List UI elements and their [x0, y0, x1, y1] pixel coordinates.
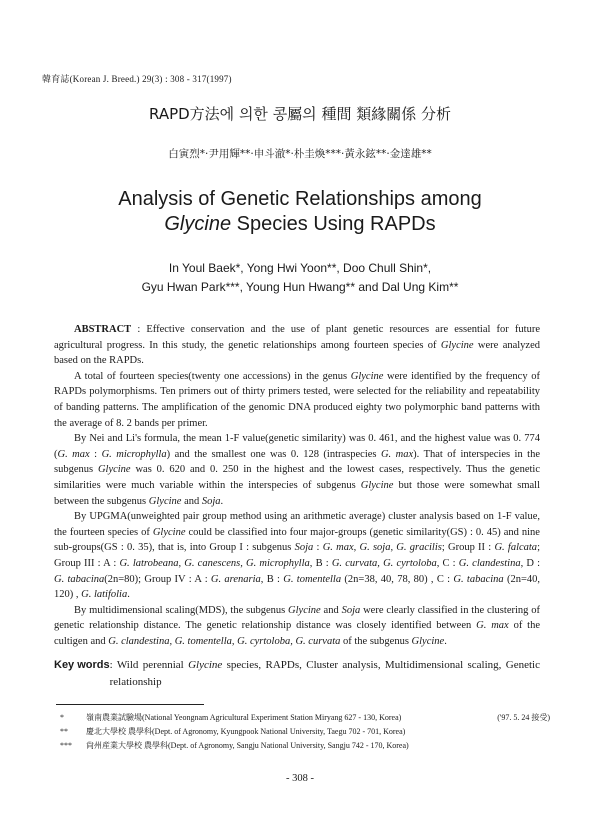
species-name: G. tomentella [283, 573, 342, 585]
abstract-text: (2n=38, 40, 78, 80) , C : [341, 573, 454, 585]
abstract-text: but those were somewhat small between the subgenus [54, 479, 540, 507]
footnote-rule [56, 704, 204, 705]
english-authors [0, 259, 600, 297]
species-name: G. max [380, 448, 414, 460]
abstract-text: and [181, 495, 202, 507]
species-name: G. tabacina [453, 573, 504, 585]
english-title-line2-rest: Species Using RAPDs [231, 213, 436, 235]
subgenus-name: Soja [294, 542, 314, 554]
genus-name: Glycine [152, 526, 186, 538]
genus-name: Glycine [288, 604, 321, 616]
footnote-text: 慶北大學校 農學科(Dept. of Agronomy, Kyungpook National University, Taegu 702 - 701, Korea) [86, 727, 406, 736]
abstract-text: of the cultigen and [54, 620, 541, 647]
species-name: G. curvata, G. cyrtoloba [331, 557, 437, 569]
keywords-row [54, 657, 540, 691]
species-name: G. clandestina, G. tomentella, G. cyrtoloba, G. curvata [108, 635, 341, 647]
abstract-paragraph-5 [54, 603, 540, 650]
abstract-text: . [127, 589, 130, 601]
korean-authors: 白寅烈*·尹用輝**·申斗澈*·朴圭煥***·黃永鉉**·金達雄** [168, 148, 432, 160]
keywords-section [54, 657, 540, 691]
species-name: G. falcata [494, 542, 538, 554]
species-name: G. arenaria [210, 573, 261, 585]
abstract-text: were identified by the frequency of RAPDs polymorphisms. Ten primers out of thirty primers tested, were selected for the reliability and repeatability of banding patterns. The amplification of the genomic DNA produced eighty two polymorphic band patterns with the average of 8. 2 bands per primer. [54, 370, 540, 429]
abstract-text: (2n=80); Group IV : A : [104, 573, 211, 585]
footnote-date [460, 739, 550, 753]
abstract-text: . [444, 635, 447, 647]
abstract-text: , B : [260, 573, 284, 585]
abstract-text: and [320, 604, 342, 616]
english-title-genus: Glycine [164, 213, 232, 235]
species-name: G. latrobeana, G. canescens, G. microphylla [119, 557, 310, 569]
footnote-mark: ** [60, 727, 68, 736]
abstract-text: By Nei and Li's formula, the mean 1-F value(genetic similarity) was 0. 461, and the highest value was 0. 774 ( [54, 433, 540, 460]
abstract-paragraph-1 [54, 322, 540, 369]
english-title-line1: Analysis of Genetic Relationships among [118, 188, 482, 210]
abstract-text: : [313, 542, 323, 554]
species-name: G. max [57, 448, 90, 460]
footnote [60, 725, 550, 739]
abstract-section [54, 322, 540, 649]
species-name: G. latifolia [81, 589, 128, 601]
abstract-text: By UPGMA(unweighted pair group method using an arithmetic average) cluster analysis based on 1-F value, the fourteen species of [54, 511, 540, 538]
genus-name: Glycine [440, 339, 474, 351]
abstract-text: was 0. 620 and 0. 250 in the highest and the lowest cases, respectively. Thus the genetic similarities were much variable within the interspecies of subgenus [54, 464, 540, 491]
species-name: G. microphylla [101, 448, 167, 460]
received-date: ('97. 5. 24 接受) [497, 713, 550, 722]
abstract-text: ). That of interspecies in the subgenus [54, 448, 541, 476]
species-name: G. max, G. soja, G. gracilis [322, 542, 442, 554]
abstract-paragraph-4 [54, 509, 540, 603]
footnote-mark: *** [60, 741, 72, 750]
abstract-label: ABSTRACT [74, 324, 132, 335]
abstract-text: . [220, 495, 224, 507]
keywords-text [110, 657, 540, 691]
species-name: G. tabacina [54, 573, 105, 585]
page-number: - 308 - [286, 773, 314, 784]
footnote [60, 711, 550, 725]
species-name: G. max [476, 620, 509, 632]
abstract-text: of the subgenus [340, 635, 412, 647]
english-title [0, 187, 600, 237]
abstract-text: , B : [309, 557, 332, 569]
abstract-text: By multidimensional scaling(MDS), the subgenus [74, 604, 289, 616]
english-authors-line1: In Youl Baek*, Yong Hwi Yoon**, Doo Chull Shin*, [168, 261, 432, 275]
abstract-text: were analyzed based on the RAPDs. [54, 339, 540, 367]
footnote-text: 尙州産業大學校 農學科(Dept. of Agronomy, Sangju National University, Sangju 742 - 170, Korea) [86, 741, 409, 750]
abstract-text: , C : [436, 557, 459, 569]
abstract-paragraph-3 [54, 431, 540, 509]
abstract-text: : Effective conservation and the use of plant genetic resources are essential for future agricultural progress. In this study, the genetic relationships among fourteen species of [54, 324, 540, 351]
abstract-text: ; Group II : [441, 542, 495, 554]
abstract-text: ; Group III : A : [54, 542, 540, 569]
footnote [60, 739, 550, 753]
genus-name: Glycine [148, 495, 182, 507]
abstract-text: ) and the smallest one was 0. 128 (intraspecies [166, 448, 381, 460]
footnote-mark: * [60, 713, 64, 722]
genus-name: Glycine [97, 464, 131, 476]
korean-title: RAPD方法에 의한 콩屬의 種間 類緣關係 分析 [149, 105, 451, 123]
subgenus-name: Soja [201, 495, 221, 507]
english-title-line2 [0, 212, 600, 237]
keywords-text-a: : Wild perennial [109, 659, 189, 671]
abstract-text: , D : [520, 557, 541, 569]
abstract-text: (2n=40, 120) , [54, 573, 541, 601]
genus-name: Glycine [350, 370, 384, 382]
abstract-text: could be classified into four major-groups (genetic similarity(GS) : 0. 45) and nine sub-groups(GS : 0. 35), that is, into Group I : subgenus [54, 526, 540, 554]
footnote-date [460, 725, 550, 739]
genus-name: Glycine [360, 479, 394, 491]
genus-name: Glycine [411, 635, 445, 647]
english-authors-line2: Gyu Hwan Park***, Young Hun Hwang** and Dal Ung Kim** [141, 280, 459, 294]
footnotes [60, 711, 550, 753]
footnote-text: 嶺南農業試驗場(National Yeongnam Agricultural Experiment Station Miryang 627 - 130, Korea) [86, 713, 402, 722]
keywords-text-b: species, RAPDs, Cluster analysis, Multidimensional scaling, Genetic relationship [109, 659, 540, 688]
keywords-label: Key words [54, 659, 110, 671]
abstract-text: A total of fourteen species(twenty one accessions) in the genus [74, 370, 351, 382]
species-name: G. clandestina [458, 557, 521, 569]
abstract-paragraph-2 [54, 369, 540, 431]
abstract-text: were clearly classified in the clustering of genetic relationship distance. The genetic relationship distance was closely identified between [54, 604, 540, 632]
subgenus-name: Soja [341, 604, 361, 616]
genus-name: Glycine [188, 659, 223, 671]
abstract-text: : [89, 448, 102, 460]
journal-reference: 韓育誌(Korean J. Breed.) 29(3) : 308 - 317(1997) [42, 74, 232, 84]
